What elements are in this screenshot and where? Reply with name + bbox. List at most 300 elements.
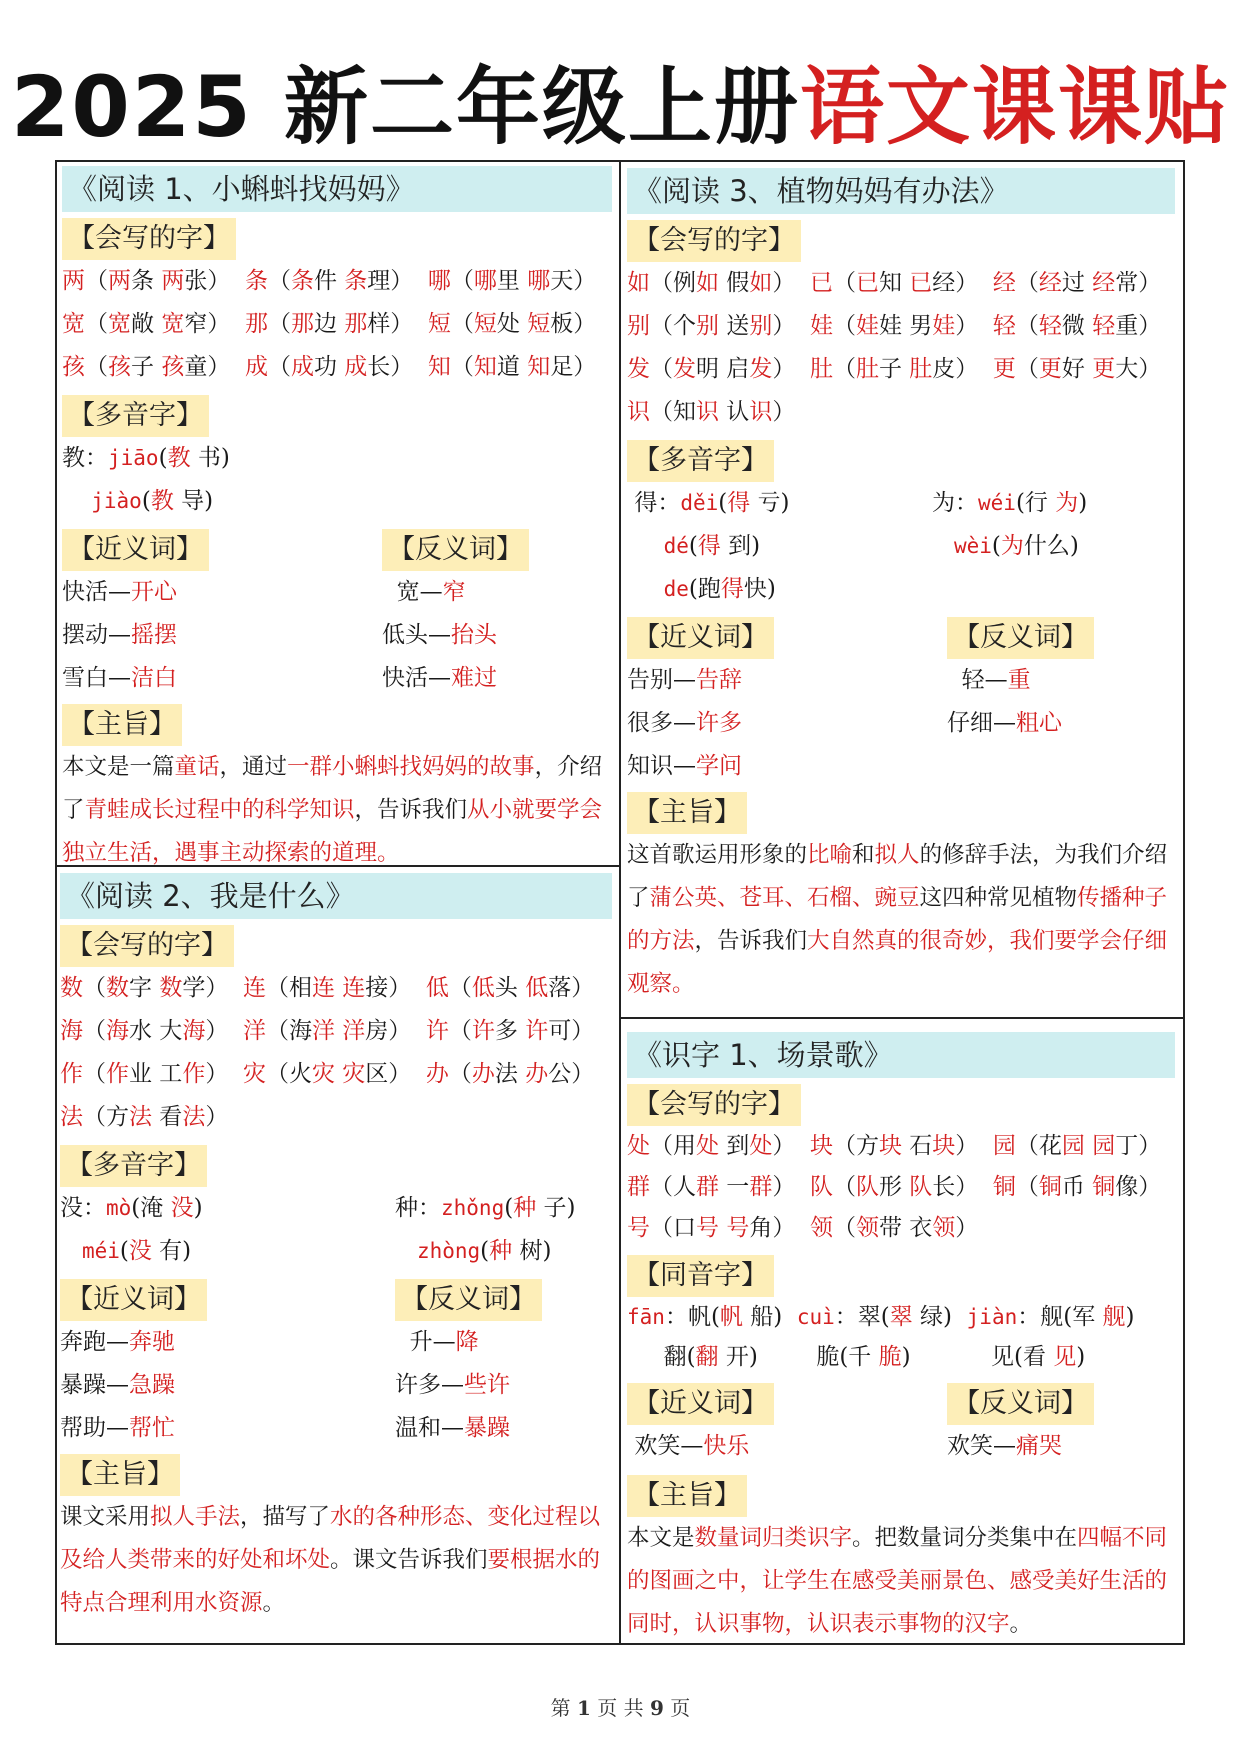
highlight-text: 作 bbox=[182, 1061, 206, 1087]
highlight-text: 条 bbox=[290, 268, 314, 294]
write-chars-label: 【会写的字】 bbox=[627, 220, 801, 262]
plain-text: 落） bbox=[548, 975, 595, 1001]
homophone-row bbox=[627, 1297, 1175, 1337]
plain-text: ( bbox=[480, 1238, 490, 1264]
plain-text: 开) 脆(千 bbox=[718, 1344, 879, 1370]
highlight-text: 群 bbox=[696, 1174, 719, 1200]
highlight-text: 大自然真的很奇妙，我们要学会仔细观察。 bbox=[627, 928, 1168, 997]
plain-text: 像） bbox=[1115, 1174, 1162, 1200]
highlight-text: 队 bbox=[909, 1174, 933, 1200]
highlight-text: 传播种子的方法 bbox=[627, 885, 1168, 954]
plain-text bbox=[395, 1238, 417, 1264]
synonym-row bbox=[62, 614, 209, 657]
plain-text: （ bbox=[650, 356, 673, 382]
highlight-text: 学问 bbox=[696, 753, 742, 779]
highlight-text: 两 bbox=[62, 268, 85, 294]
plain-text: 绿) bbox=[912, 1304, 967, 1330]
plain-text: ） bbox=[955, 1215, 979, 1241]
highlight-text: 处 bbox=[696, 1133, 719, 1159]
highlight-text: fān bbox=[627, 1305, 665, 1329]
highlight-text: 短 bbox=[473, 311, 497, 337]
plain-text: ） bbox=[772, 399, 796, 425]
highlight-text: cuì bbox=[796, 1305, 835, 1329]
plain-text: 这四种常见植物 bbox=[919, 885, 1078, 911]
highlight-text: 知 bbox=[427, 354, 451, 380]
plain-text: 功 bbox=[313, 354, 345, 380]
highlight-text: 连 bbox=[242, 975, 266, 1001]
highlight-text: 宽 bbox=[62, 311, 85, 337]
highlight-text: 告辞 bbox=[696, 667, 742, 693]
char-row bbox=[627, 391, 1175, 434]
page-title bbox=[0, 52, 1241, 162]
highlight-text: 洋 bbox=[342, 1018, 366, 1044]
highlight-text: 种 bbox=[489, 1238, 513, 1264]
highlight-text: 成 bbox=[290, 354, 314, 380]
plain-text: （ bbox=[832, 313, 856, 339]
highlight-text: 翻 bbox=[695, 1344, 719, 1370]
plain-text: 知识— bbox=[627, 753, 696, 779]
highlight-text: 脆 bbox=[878, 1344, 902, 1370]
highlight-text: 降 bbox=[455, 1329, 479, 1355]
plain-text bbox=[795, 1133, 810, 1159]
plain-text: 到 bbox=[719, 1133, 750, 1159]
plain-text: 样） bbox=[367, 311, 414, 337]
synonym-antonym-block bbox=[62, 523, 612, 698]
theme-label: 【主旨】 bbox=[627, 792, 747, 834]
section-title: 《阅读 2、我是什么》 bbox=[60, 873, 612, 919]
highlight-text: 从小就要学会独立生活，遇事主动探索的道理。 bbox=[62, 797, 603, 866]
antonym-label: 【反义词】 bbox=[947, 617, 1094, 659]
plain-text bbox=[627, 533, 664, 559]
plain-text: 字 bbox=[129, 975, 160, 1001]
synonym-row bbox=[62, 657, 209, 700]
highlight-text: 铜 bbox=[1092, 1174, 1116, 1200]
plain-text: 处 bbox=[496, 311, 528, 337]
highlight-text: 领 bbox=[855, 1215, 879, 1241]
polyphone-label: 【多音字】 bbox=[60, 1145, 207, 1187]
plain-text: （ bbox=[448, 1018, 472, 1044]
plain-text: ) 见(看 bbox=[901, 1344, 1054, 1370]
highlight-text: 经 bbox=[1038, 270, 1062, 296]
plain-text: (淹 bbox=[131, 1195, 171, 1221]
polyphone-row bbox=[395, 1230, 576, 1273]
highlight-text: 低 bbox=[525, 975, 549, 1001]
highlight-text: 洁白 bbox=[131, 665, 177, 691]
highlight-text: 帮忙 bbox=[129, 1415, 175, 1441]
polyphone-row bbox=[627, 482, 790, 525]
plain-text: 多 bbox=[494, 1018, 526, 1044]
footer-suffix: 页 bbox=[663, 1696, 691, 1720]
highlight-text: 办 bbox=[525, 1061, 549, 1087]
highlight-text: 灾 bbox=[342, 1061, 366, 1087]
highlight-text: wèi bbox=[953, 534, 992, 558]
plain-text: ( bbox=[141, 488, 151, 514]
plain-text: ( bbox=[688, 533, 698, 559]
plain-text: 石 bbox=[901, 1133, 933, 1159]
plain-text bbox=[230, 311, 245, 337]
highlight-text: 短 bbox=[427, 311, 451, 337]
plain-text: （ bbox=[448, 1061, 472, 1087]
polyphone-row bbox=[60, 1187, 203, 1230]
highlight-text: 孩 bbox=[108, 354, 131, 380]
highlight-text: 园 bbox=[1061, 1133, 1085, 1159]
highlight-text: 见 bbox=[1053, 1344, 1077, 1370]
highlight-text: 娃 bbox=[932, 313, 956, 339]
highlight-text: 已 bbox=[909, 270, 933, 296]
plain-text: ，描写了 bbox=[240, 1504, 331, 1530]
section-title: 《阅读 3、植物妈妈有办法》 bbox=[627, 168, 1175, 214]
highlight-text: 哪 bbox=[427, 268, 451, 294]
synonym-label: 【近义词】 bbox=[62, 529, 209, 571]
plain-text bbox=[411, 1061, 426, 1087]
highlight-text: 成 bbox=[244, 354, 268, 380]
plain-text: 欢笑— bbox=[947, 1433, 1016, 1459]
plain-text: 低头— bbox=[382, 622, 451, 648]
polyphone-row bbox=[395, 1187, 576, 1230]
plain-text: （ bbox=[83, 975, 106, 1001]
highlight-text: 块 bbox=[932, 1133, 956, 1159]
plain-text: ：翠( bbox=[834, 1304, 890, 1330]
highlight-text: 许 bbox=[525, 1018, 549, 1044]
plain-text bbox=[795, 1174, 810, 1200]
plain-text: (行 bbox=[1015, 490, 1056, 516]
highlight-text: 知 bbox=[473, 354, 497, 380]
plain-text: 船) bbox=[742, 1304, 797, 1330]
synonym-antonym-block bbox=[60, 1273, 612, 1448]
highlight-text: 别 bbox=[696, 313, 719, 339]
plain-text bbox=[932, 533, 954, 559]
plain-text bbox=[795, 313, 810, 339]
theme-paragraph bbox=[627, 1517, 1175, 1646]
plain-text: 没： bbox=[60, 1195, 106, 1221]
char-row bbox=[60, 1010, 612, 1053]
plain-text: 房） bbox=[365, 1018, 412, 1044]
antonym-row bbox=[947, 659, 1094, 702]
highlight-text: 轻 bbox=[1092, 313, 1116, 339]
plain-text: 很多— bbox=[627, 710, 696, 736]
highlight-text: 海 bbox=[106, 1018, 129, 1044]
highlight-text: 领 bbox=[932, 1215, 956, 1241]
plain-text: （ bbox=[1015, 1174, 1039, 1200]
plain-text: ） bbox=[205, 1061, 229, 1087]
highlight-text: 肚 bbox=[809, 356, 833, 382]
highlight-text: 处 bbox=[627, 1133, 650, 1159]
highlight-text: 没 bbox=[128, 1238, 152, 1264]
plain-text: （海 bbox=[265, 1018, 312, 1044]
section-title: 《识字 1、场景歌》 bbox=[627, 1032, 1175, 1078]
highlight-text: 哪 bbox=[473, 268, 497, 294]
highlight-text: de bbox=[663, 577, 689, 601]
highlight-text: 办 bbox=[471, 1061, 495, 1087]
highlight-text: 那 bbox=[344, 311, 368, 337]
highlight-text: děi bbox=[680, 491, 719, 515]
plain-text: 教： bbox=[62, 445, 108, 471]
plain-text: ，告诉我们 bbox=[694, 928, 808, 954]
plain-text: 快活— bbox=[382, 665, 451, 691]
footer-prefix: 第 bbox=[550, 1696, 578, 1720]
plain-text: 经） bbox=[932, 270, 979, 296]
highlight-text: 比喻 bbox=[807, 842, 853, 868]
polyphone-label: 【多音字】 bbox=[627, 440, 774, 482]
highlight-text: 许 bbox=[471, 1018, 495, 1044]
plain-text: ） bbox=[205, 1104, 229, 1130]
highlight-text: 作 bbox=[60, 1061, 83, 1087]
highlight-text: 两 bbox=[108, 268, 131, 294]
highlight-text: 为 bbox=[1000, 533, 1024, 559]
char-row bbox=[627, 305, 1175, 348]
total-pages: 9 bbox=[650, 1696, 664, 1720]
highlight-text: méi bbox=[81, 1239, 120, 1263]
highlight-text: 痛哭 bbox=[1016, 1433, 1062, 1459]
plain-text bbox=[230, 268, 245, 294]
plain-text: （ bbox=[450, 311, 474, 337]
plain-text: 里 bbox=[496, 268, 528, 294]
highlight-text: 洋 bbox=[311, 1018, 335, 1044]
plain-text: ） bbox=[772, 356, 796, 382]
plain-text: 足） bbox=[550, 354, 597, 380]
antonym-row bbox=[395, 1321, 542, 1364]
highlight-text: 低 bbox=[425, 975, 449, 1001]
plain-text: (跑 bbox=[688, 576, 721, 602]
char-row bbox=[62, 346, 612, 389]
plain-text: （ bbox=[832, 356, 856, 382]
plain-text: （ bbox=[1015, 356, 1039, 382]
plain-text bbox=[228, 1018, 243, 1044]
plain-text: 常） bbox=[1115, 270, 1162, 296]
plain-text bbox=[413, 354, 428, 380]
plain-text: 课文采用 bbox=[60, 1504, 151, 1530]
plain-text: 本文是 bbox=[627, 1525, 695, 1551]
highlight-text: 队 bbox=[855, 1174, 879, 1200]
highlight-text: 水的各种形态、变化过程以及给人类带来的好处和坏处 bbox=[60, 1504, 601, 1573]
plain-text: 学） bbox=[182, 975, 229, 1001]
highlight-text: 海 bbox=[60, 1018, 83, 1044]
plain-text: 仔细— bbox=[947, 710, 1016, 736]
plain-text: 童） bbox=[184, 354, 231, 380]
highlight-text: 办 bbox=[425, 1061, 449, 1087]
highlight-text: 童话 bbox=[174, 754, 220, 780]
plain-text: （ bbox=[83, 1061, 106, 1087]
plain-text: 区） bbox=[365, 1061, 412, 1087]
char-row bbox=[62, 303, 612, 346]
plain-text: 摆动— bbox=[62, 622, 131, 648]
plain-text bbox=[978, 1133, 993, 1159]
plain-text: 宽— bbox=[382, 579, 443, 605]
antonym-label: 【反义词】 bbox=[395, 1279, 542, 1321]
highlight-text: 识 bbox=[749, 399, 773, 425]
plain-text: 树) bbox=[512, 1238, 552, 1264]
plain-text: 大） bbox=[1115, 356, 1162, 382]
highlight-text: 得 bbox=[727, 490, 751, 516]
plain-text: 导) bbox=[173, 488, 214, 514]
highlight-text: dé bbox=[663, 534, 689, 558]
antonym-row bbox=[382, 571, 529, 614]
plain-text bbox=[411, 975, 426, 1001]
synonym-label: 【近义词】 bbox=[627, 1383, 774, 1425]
highlight-text: 连 bbox=[311, 975, 335, 1001]
plain-text: 水 大 bbox=[129, 1018, 183, 1044]
highlight-text: 窄 bbox=[442, 579, 466, 605]
highlight-text: 拟人 bbox=[874, 842, 920, 868]
plain-text bbox=[978, 356, 993, 382]
plain-text: （ bbox=[267, 268, 291, 294]
plain-text bbox=[627, 576, 664, 602]
footer-middle: 页 共 bbox=[590, 1696, 651, 1720]
plain-text: 快活— bbox=[62, 579, 131, 605]
plain-text: ：舰(军 bbox=[1017, 1304, 1103, 1330]
plain-text bbox=[413, 268, 428, 294]
plain-text: 本文是一篇 bbox=[62, 754, 175, 780]
section-reading-1 bbox=[62, 166, 612, 875]
highlight-text: 经 bbox=[1092, 270, 1116, 296]
highlight-text: 成 bbox=[344, 354, 368, 380]
plain-text: （ bbox=[85, 354, 108, 380]
section-title: 《阅读 1、小蝌蚪找妈妈》 bbox=[62, 166, 612, 212]
plain-text: （ bbox=[1015, 270, 1039, 296]
plain-text: 公） bbox=[548, 1061, 595, 1087]
plain-text: 和 bbox=[852, 842, 875, 868]
plain-text: 子 bbox=[878, 356, 910, 382]
plain-text: 长） bbox=[367, 354, 414, 380]
write-chars-label: 【会写的字】 bbox=[60, 925, 234, 967]
synonym-label: 【近义词】 bbox=[627, 617, 774, 659]
highlight-text: 宽 bbox=[108, 311, 131, 337]
title-black: 2025 新二年级上册 bbox=[10, 58, 801, 156]
plain-text: 。课文告诉我们 bbox=[330, 1547, 488, 1573]
highlight-text: 别 bbox=[749, 313, 773, 339]
plain-text: 。 bbox=[1009, 1611, 1033, 1637]
write-chars-list bbox=[62, 260, 612, 389]
plain-text: ） bbox=[955, 1133, 979, 1159]
title-red: 语文课课贴 bbox=[800, 58, 1231, 156]
polyphone-row bbox=[627, 525, 790, 568]
plain-text: （知 bbox=[650, 399, 696, 425]
highlight-text: 粗心 bbox=[1016, 710, 1062, 736]
highlight-text: 群 bbox=[627, 1174, 650, 1200]
plain-text: ) bbox=[1078, 490, 1088, 516]
plain-text: 的修辞手法，为我们介绍了 bbox=[627, 842, 1168, 911]
plain-text: 暴躁— bbox=[60, 1372, 129, 1398]
plain-text bbox=[228, 1061, 243, 1087]
highlight-text: 园 bbox=[992, 1133, 1016, 1159]
polyphone-row bbox=[62, 480, 612, 523]
synonym-row bbox=[60, 1407, 207, 1450]
section-reading-3 bbox=[627, 168, 1175, 1006]
plain-text: （ bbox=[448, 975, 472, 1001]
plain-text: （方 bbox=[832, 1133, 879, 1159]
highlight-text: 法 bbox=[60, 1104, 83, 1130]
plain-text: ，告诉我们 bbox=[354, 797, 468, 823]
plain-text: ） bbox=[772, 313, 796, 339]
highlight-text: 识 bbox=[627, 399, 650, 425]
antonym-label: 【反义词】 bbox=[947, 1383, 1094, 1425]
plain-text: （ bbox=[450, 268, 474, 294]
char-row bbox=[60, 967, 612, 1010]
plain-text bbox=[62, 488, 91, 514]
plain-text: 形 bbox=[878, 1174, 910, 1200]
highlight-text: jiàn bbox=[966, 1305, 1018, 1329]
plain-text: 许多— bbox=[395, 1372, 464, 1398]
plain-text: ，介绍了 bbox=[62, 754, 603, 823]
synonym-row bbox=[60, 1321, 207, 1364]
highlight-text: 翠 bbox=[889, 1304, 913, 1330]
theme-paragraph bbox=[627, 834, 1175, 1006]
highlight-text: 拟人手法 bbox=[150, 1504, 241, 1530]
highlight-text: 重 bbox=[1007, 667, 1031, 693]
plain-text: （ bbox=[267, 354, 291, 380]
plain-text: 头 bbox=[494, 975, 526, 1001]
polyphone-row bbox=[627, 568, 790, 611]
highlight-text: 教 bbox=[150, 488, 174, 514]
highlight-text: 要根据水的特点合理利用水资源 bbox=[60, 1547, 601, 1616]
highlight-text: 海 bbox=[182, 1018, 206, 1044]
theme-paragraph bbox=[60, 1496, 612, 1625]
plain-text: （ bbox=[1015, 313, 1039, 339]
plain-text: 亏) bbox=[750, 490, 790, 516]
plain-text: ） bbox=[955, 313, 979, 339]
plain-text: 翻( bbox=[627, 1344, 696, 1370]
char-row bbox=[627, 1167, 1175, 1208]
plain-text: 过 bbox=[1061, 270, 1093, 296]
theme-label: 【主旨】 bbox=[60, 1454, 180, 1496]
plain-text bbox=[60, 1238, 82, 1264]
plain-text bbox=[411, 1018, 426, 1044]
highlight-text: 教 bbox=[167, 445, 191, 471]
plain-text bbox=[230, 354, 245, 380]
plain-text: 接） bbox=[365, 975, 412, 1001]
plain-text: ) bbox=[193, 1195, 203, 1221]
highlight-text: 孩 bbox=[62, 354, 85, 380]
plain-text: 道 bbox=[496, 354, 528, 380]
highlight-text: 许多 bbox=[696, 710, 742, 736]
plain-text: 种： bbox=[395, 1195, 441, 1221]
highlight-text: 娃 bbox=[809, 313, 833, 339]
highlight-text: 那 bbox=[290, 311, 314, 337]
synonym-antonym-block bbox=[627, 1377, 1175, 1469]
plain-text: （ bbox=[832, 1215, 856, 1241]
plain-text: ） bbox=[772, 1133, 796, 1159]
char-row bbox=[627, 348, 1175, 391]
highlight-text: 轻 bbox=[992, 313, 1016, 339]
highlight-text: 开心 bbox=[131, 579, 177, 605]
highlight-text: 难过 bbox=[451, 665, 497, 691]
plain-text: 这首歌运用形象的 bbox=[627, 842, 808, 868]
highlight-text: 块 bbox=[809, 1133, 833, 1159]
plain-text: （ bbox=[85, 311, 108, 337]
highlight-text: 摇摆 bbox=[131, 622, 177, 648]
plain-text: 得： bbox=[627, 490, 681, 516]
highlight-text: 铜 bbox=[992, 1174, 1016, 1200]
section-reading-2 bbox=[60, 873, 612, 1625]
highlight-text: 如 bbox=[627, 270, 650, 296]
highlight-text: 群 bbox=[749, 1174, 773, 1200]
plain-text: ，通过 bbox=[219, 754, 288, 780]
antonym-row bbox=[947, 702, 1094, 745]
plain-text: 子) bbox=[536, 1195, 576, 1221]
highlight-text: 短 bbox=[527, 311, 551, 337]
plain-text: ) bbox=[1125, 1304, 1135, 1330]
plain-text bbox=[228, 975, 243, 1001]
highlight-text: 些许 bbox=[464, 1372, 510, 1398]
char-row bbox=[627, 1126, 1175, 1167]
highlight-text: zhǒng bbox=[441, 1196, 505, 1220]
section-literacy-1 bbox=[627, 1032, 1175, 1646]
plain-text: 敞 bbox=[131, 311, 162, 337]
highlight-text: 经 bbox=[992, 270, 1016, 296]
plain-text: 条 bbox=[131, 268, 162, 294]
theme-label: 【主旨】 bbox=[62, 704, 182, 746]
plain-text: 长） bbox=[932, 1174, 979, 1200]
